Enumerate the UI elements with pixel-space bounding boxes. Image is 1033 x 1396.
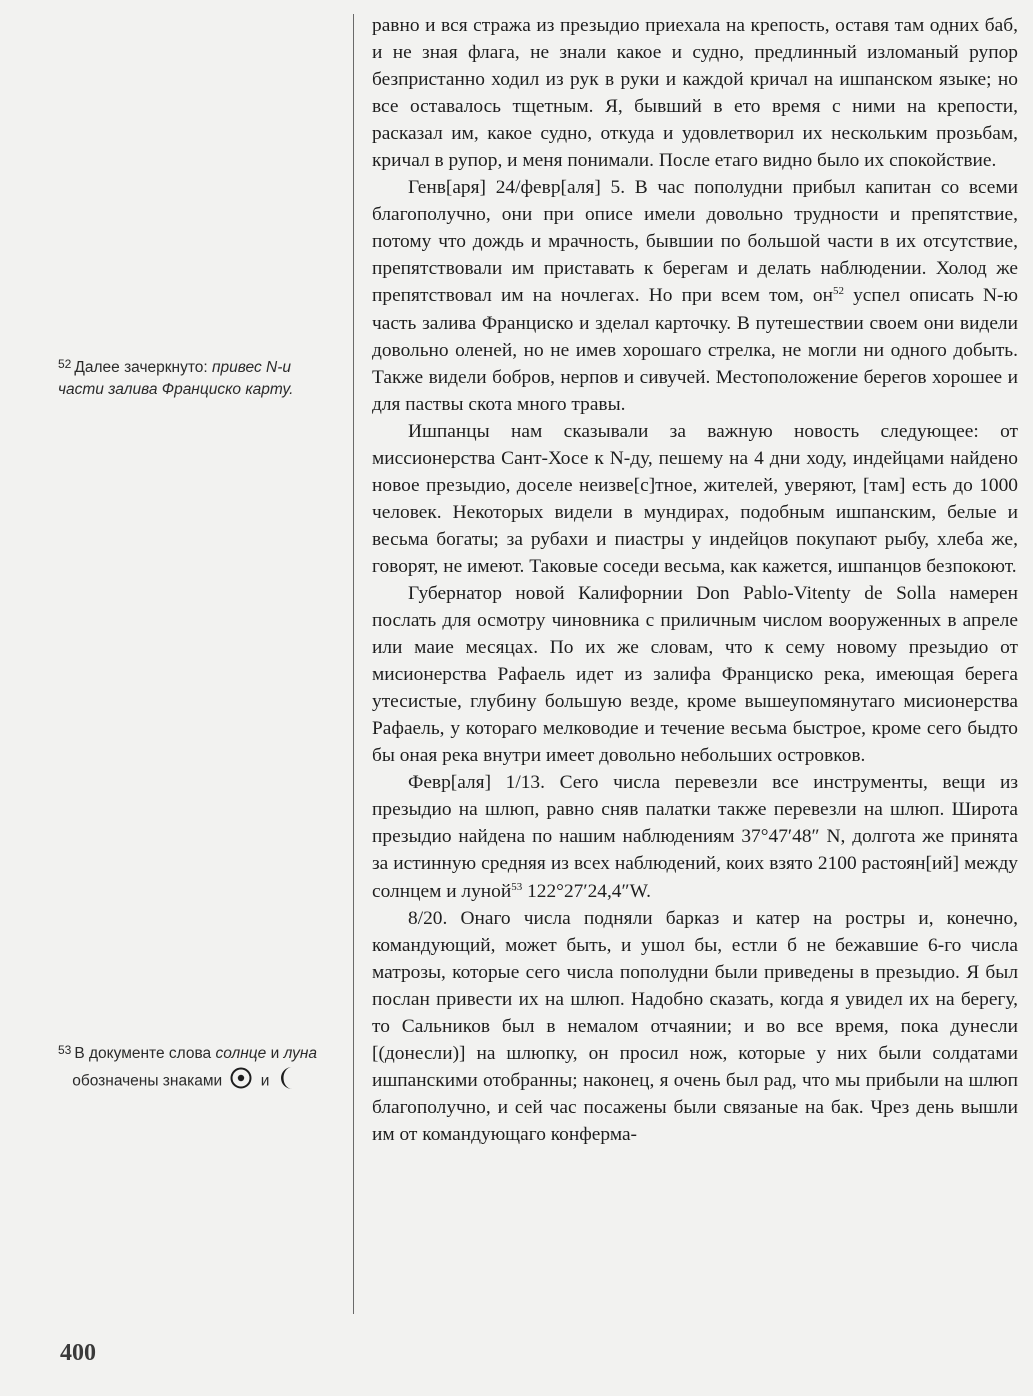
footnote-line2-and: и xyxy=(260,1072,270,1090)
paragraph-6: 8/20. Онаго числа подняли барказ и катер на ростры и, конечно, командующий, может быть, и ушол бы, естли б не бежавшие 6-го числа матрозы, которые сего числа пополудни были приведены в презыдио. Я был послан привести их на шлюп. Надобно сказать, когда я увидел их на берегу, то Сальников был в немалом отчаянии; и во все время, пока дунесли [(донесли)] на шлюпку, он просил нож, которые у них были солдатами ишпанскими отобранны; наконец, я очень был рад, что мы прибыли на шлюп благополучно, и сей час посажены были связаные на бак. Чрез день вышли им от командующаго конферма- xyxy=(372,907,1018,1145)
footnote-52 xyxy=(58,353,336,401)
column-divider xyxy=(353,14,354,1314)
footnote-and: и xyxy=(270,1045,280,1062)
paragraph-5 xyxy=(372,769,1018,904)
footnote-word-sun: солнце xyxy=(215,1045,267,1062)
paragraph-2 xyxy=(372,174,1018,417)
footnote-line2 xyxy=(58,1065,336,1098)
footnote-lead: Далее зачеркнуто: xyxy=(74,359,208,376)
footnote-ref-53: 53 xyxy=(511,880,523,893)
sun-symbol-icon xyxy=(229,1066,253,1097)
footnote-number: 52 xyxy=(58,357,72,371)
paragraph-2-part-b: успел описать N-ю часть залива Франциско и зделал карточку. В путешествии своем они видели довольно оленей, но не имев хорошаго стрелка, не могли ни одного добыть. Также видели бобров, нерпов и сивучей. Местоположение берегов хорошее и для паствы скота много травы. xyxy=(372,285,1018,415)
paragraph-1: равно и вся стража из презыдио приехала на крепость, оставя там одних баб, и не зная флага, не знали какое и судно, предлинный изломаный рупор безпристанно ходил из рук в руки и каждой кричал на ишпанском языке; но все оставалось тщетным. Я, бывший в ето время с ними на крепости, расказал им, какое судно, откуда и удовлетворил их нескольким прозьбам, кричал в рупор, и меня понимали. После етаго видно было их спокойствие. xyxy=(372,15,1018,172)
paragraph-5-part-b: 122°27′24,4″W. xyxy=(522,880,651,902)
footnote-line2-text: обозначены знаками xyxy=(72,1072,223,1090)
footnote-number: 53 xyxy=(58,1043,72,1057)
main-text-column xyxy=(372,12,1018,1148)
paragraph-5-part-a: Февр[аля] 1/13. Сего числа перевезли все инструменты, вещи из презыдио на шлюп, равно сняв палатки также перевезли на шлюп. Широта презыдио найдена по нашим наблюдениям 37°47′48″ N, долгота же принята за истинную средняя из всех наблюдений, коих взято 2100 растоян[ий] между солнцем и луной xyxy=(372,772,1018,902)
footnote-53 xyxy=(58,1039,336,1098)
paragraph-4: Губернатор новой Калифорнии Don Pablo-Vitenty de Solla намерен послать для осмотру чиновника с приличным числом вооруженных в апреле или маие месяцах. По их же словам, что к сему новому презыдио от мисионерства Рафаель идет из залифа Франциско река, имеющая берега утесистые, глубину большую везде, кроме вышеупомянутаго мисионерства Рафаель, у котораго мелководие и течение весьма быстрое, кроме сего быдто бы оная река внутри имеет довольно небольших островков. xyxy=(372,582,1018,767)
paragraph-3: Ишпанцы нам сказывали за важную новость следующее: от миссионерства Сант-Хосе к N-ду, пешему на 4 дни ходу, индейцами найдено новое презыдио, доселе неизве[с]тное, жителей, уверяют, [там] есть до 1000 человек. Некоторых видели в мундирах, подобным ишпанским, белые и весьма богаты; за рубахи и пиастры у индейцов покупают рыбу, хлеба же, говорят, не имеют. Таковые соседи весьма, как кажется, ишпанцов безпокоют. xyxy=(372,420,1018,577)
page-number: 400 xyxy=(60,1340,96,1366)
footnote-ref-52: 52 xyxy=(832,285,844,298)
footnote-italic: привес N-и части залива Франциско карту. xyxy=(58,359,294,398)
paragraph-2-part-a: Генв[аря] 24/февр[аля] 5. В час пополудни прибыл капитан со всеми благополучно, они при описе имели довольно трудности и препятствие, потому что дождь и мрачность, бывшии по большой части в их отсутствие, препятствовали им приставать к берегам и делать наблюдении. Холод же препятствовал им на ночлегах. Но при всем том, он xyxy=(372,177,1018,307)
moon-symbol-icon xyxy=(277,1065,299,1098)
footnote-lead: В документе слова xyxy=(74,1045,212,1062)
footnote-word-moon: луна xyxy=(283,1045,318,1062)
